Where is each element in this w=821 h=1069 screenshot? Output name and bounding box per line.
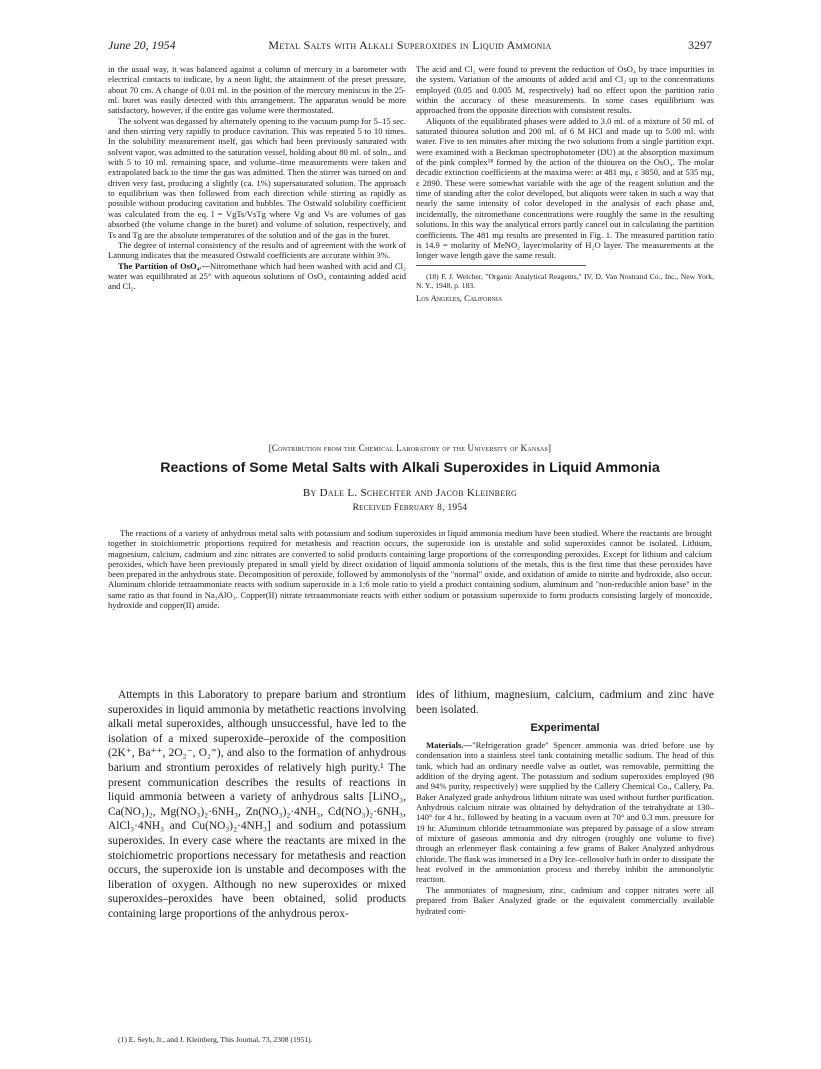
- running-title: Metal Salts with Alkali Superoxides in Liquid Ammonia: [268, 38, 552, 52]
- paragraph: Aliquots of the equilibrated phases were added to 3.0 ml. of a mixture of 50 ml. of saturated thiourea solution and 200 ml. of 6 M HCl and made up to 5.00 ml. with water. Five to ten minutes after mixing the two solutions from a single partition expt. were examined with a Beckman spectrophotometer (DU) at the absorption maximum of the pink complex¹⁸ formed by the action of the thiourea on the OsO₄. The molar decadic extinction coefficients at the maxima were: at 481 mμ, ε 3850, and at 535 mμ, ε 2890. These were somewhat variable with the age of the reagent solution and the time of standing after the color developed, but aliquots were taken in such a way that nearly the same intensity of color developed in the analysis of each phase and, incidentally, the nitromethane concentrations were roughly the same in the resulting solutions. In this way the analytical errors partly cancel out in calculating the partition coefficients. The 481 mμ results are presented in Fig. 1. The measured partition ratio is 14.9 = molarity of MeNO₂ layer/molarity of H₂O layer. The measurements at the longer wave length gave the same result.: [416, 115, 714, 261]
- abstract: The reactions of a variety of anhydrous metal salts with potassium and sodium superoxides in liquid ammonia medium have been studied. Where the reactants are brought together in stoichiometric proportions required for metathesis and reaction occurs, the superoxide ion is unstable and solid superoxides cannot be isolated. Lithium, magnesium, calcium, cadmium and zinc nitrates are converted to solid products containing large proportions of the corresponding peroxides. Except for lithium and calcium peroxides, which have been previously prepared in small yield by direct oxidation of liquid ammonia solutions of the metals, this is the first time that these peroxides have been prepared in the anhydrous state. Decomposition of peroxide, followed by ammonolysis of the "normal" oxide, and oxidation of amide to nitrite and hydroxide, also occur. Aluminum chloride tetraammoniate reacts with sodium superoxide in a 1:6 mole ratio to yield a product containing sodium, aluminum and "non-reducible anion base" in the same ratio as that found in Na₃AlO₃. Copper(II) nitrate tetraammoniate reacts with either sodium or potassium superoxide to form products consisting largely of monoxide, hydroxide and copper(II) amide.: [108, 528, 712, 611]
- paragraph: [108, 261, 406, 292]
- footnote: (18) F. J. Welcher, "Organic Analytical Reagents," IV, D. Van Nostrand Co., Inc., New York, N. Y., 1948, p. 183.: [416, 271, 714, 290]
- previous-article-right-column: [416, 64, 714, 312]
- paragraph: The degree of internal consistency of the results and of agreement with the work of Lannung indicates that the measured Ostwald coefficients are accurate within 3%.: [108, 239, 406, 261]
- paragraph: Attempts in this Laboratory to prepare barium and strontium superoxides in liquid ammonia by metathetic reactions involving alkali metal superoxides, although unsuccessful, have led to the isolation of a mixed superoxide–peroxide of the composition (2K⁺, Ba⁺⁺, 2O₂⁻, O₂⁼), and also to the formation of anhydrous barium and strontium peroxides of relatively high purity.¹ The present communication describes the results of reactions in liquid ammonia between a variety of anhydrous salts [LiNO₃, Ca(NO₃)₂, Mg(NO₃)₂·6NH₃, Zn(NO₃)₂·4NH₃, Cd(NO₃)₂·6NH₃, AlCl₃·4NH₃ and Cu(NO₃)₂·4NH₃] and sodium and potassium superoxides. In every case where the reactants are mixed in the stoichiometric proportions necessary for metathesis and reaction occurs, the superoxide ion is unstable and decomposes with the liberation of oxygen. Although no new superoxides or mixed superoxides–peroxides have been obtained, solid products containing large proportions of the anhydrous perox-: [108, 689, 406, 920]
- footnote: (1) E. Seyb, Jr., and J. Kleinberg, This Journal, 73, 2308 (1951).: [118, 1035, 313, 1044]
- section-text: "Refrigeration grade" Spencer ammonia was dried before use by condensation into a stainless steel tank containing metallic sodium. The head of this tank, which had an ordinary needle valve as outlet, was removable, permitting the addition of the drying agent. The potassium and sodium superoxides employed (98 and 94% purity, respectively) were supplied by the Callery Chemical Co., Callery, Pa. Baker Analyzed grade anhydrous lithium nitrate was used without further purification. Anhydrous calcium nitrate was obtained by dehydration of the tetrahydrate at 130–140° for 4 hr., followed by heating in a vacuum oven at 70° and 0.3 mm. pressure for 19 hr. Aluminum chloride tetraammoniate was prepared by passage of a slow stream of mixture of gaseous ammonia and dry nitrogen (roughly one volume to five) through an erlenmeyer flask containing a few grams of Baker Analyzed anhydrous chloride. The flask was immersed in a Dry Ice–cellosolve bath in order to dissipate the heat evolved in the ammoniation process and thereby inhibit the ammonolytic reaction.: [416, 740, 714, 885]
- experimental-heading: Experimental: [530, 722, 600, 734]
- paragraph: [416, 740, 714, 885]
- introduction-left: [108, 688, 406, 922]
- contribution-line: [Contribution from the Chemical Laboratory of the University of Kansas]: [268, 443, 552, 453]
- paragraph: in the usual way, it was balanced against a column of mercury in a barometer with electrical contacts to indicate, by a neon light, the attainment of the preset pressure, about 70 cm. A change of 0.01 ml. in the position of the mercury meniscus in the 25-ml. buret was easily detected with this arrangement. The apparatus would be more satisfactory, however, if the entire gas volume were thermostated.: [108, 64, 406, 116]
- section-heading: Materials.—: [426, 740, 473, 750]
- previous-article-left-column: [108, 64, 406, 292]
- introduction-right: [416, 688, 714, 717]
- header-date: June 20, 1954: [108, 38, 176, 52]
- page-number: 3297: [688, 38, 712, 52]
- affiliation: Los Angeles, California: [416, 293, 503, 304]
- footnote-divider: [416, 265, 586, 266]
- paragraph: ides of lithium, magnesium, calcium, cadmium and zinc have been isolated.: [416, 689, 714, 716]
- paragraph: The acid and Cl₂ were found to prevent the reduction of OsO₄ by trace impurities in the system. Variation of the amounts of added acid and Cl₂ up to the concentrations employed (0.05 and 0.005 M, respectively) had no effect upon the partition ratio within the accuracy of these measurements. In some cases equilibrium was approached from the opposite direction with consistent results.: [416, 64, 714, 116]
- experimental-column: [416, 740, 714, 916]
- paragraph: The ammoniates of magnesium, zinc, cadmium and copper nitrates were all prepared from Baker Analyzed grade or the equivalent commercially available hydrated com-: [416, 884, 714, 916]
- received-date: Received February 8, 1954: [352, 503, 468, 513]
- paragraph: The solvent was degassed by alternately opening to the vacuum pump for 5–15 sec. and then stirring very rapidly to produce cavitation. This was repeated 5 to 10 times. In the solubility measurement itself, gas which had been previously saturated with solvent vapor, was admitted to the saturation vessel, holding about 80 ml. of soln., and with 5 to 10 ml. remaining space, and volume–time measurements were taken and extrapolated back to the time the gas was admitted. Then the stirrer was turned on and driven very fast, producing a slightly (ca. 1%) supersaturated solution. The approach to equilibrium was then followed from each direction while stirring as rapidly as possible without producing cavitation and bubbles. The Ostwald solubility coefficient was calculated from the eq. l = VgTs/VsTg where Vg and Vs are volumes of gas absorbed (the volume change in the buret) and volume of solution, respectively, and Ts and Tg are the absolute temperatures of the solution and of the gas in the buret.: [108, 115, 406, 240]
- page-header: [108, 38, 712, 54]
- section-text: Nitromethane which had been washed with acid and Cl₂ water was equilibrated at 25° with aqueous solutions of OsO₄ containing added acid and Cl₂.: [108, 260, 406, 292]
- article-title: Reactions of Some Metal Salts with Alkali Superoxides in Liquid Ammonia: [160, 460, 660, 476]
- section-heading: The Partition of OsO₄.—: [118, 260, 211, 271]
- authors: By Dale L. Schechter and Jacob Kleinberg: [302, 487, 518, 499]
